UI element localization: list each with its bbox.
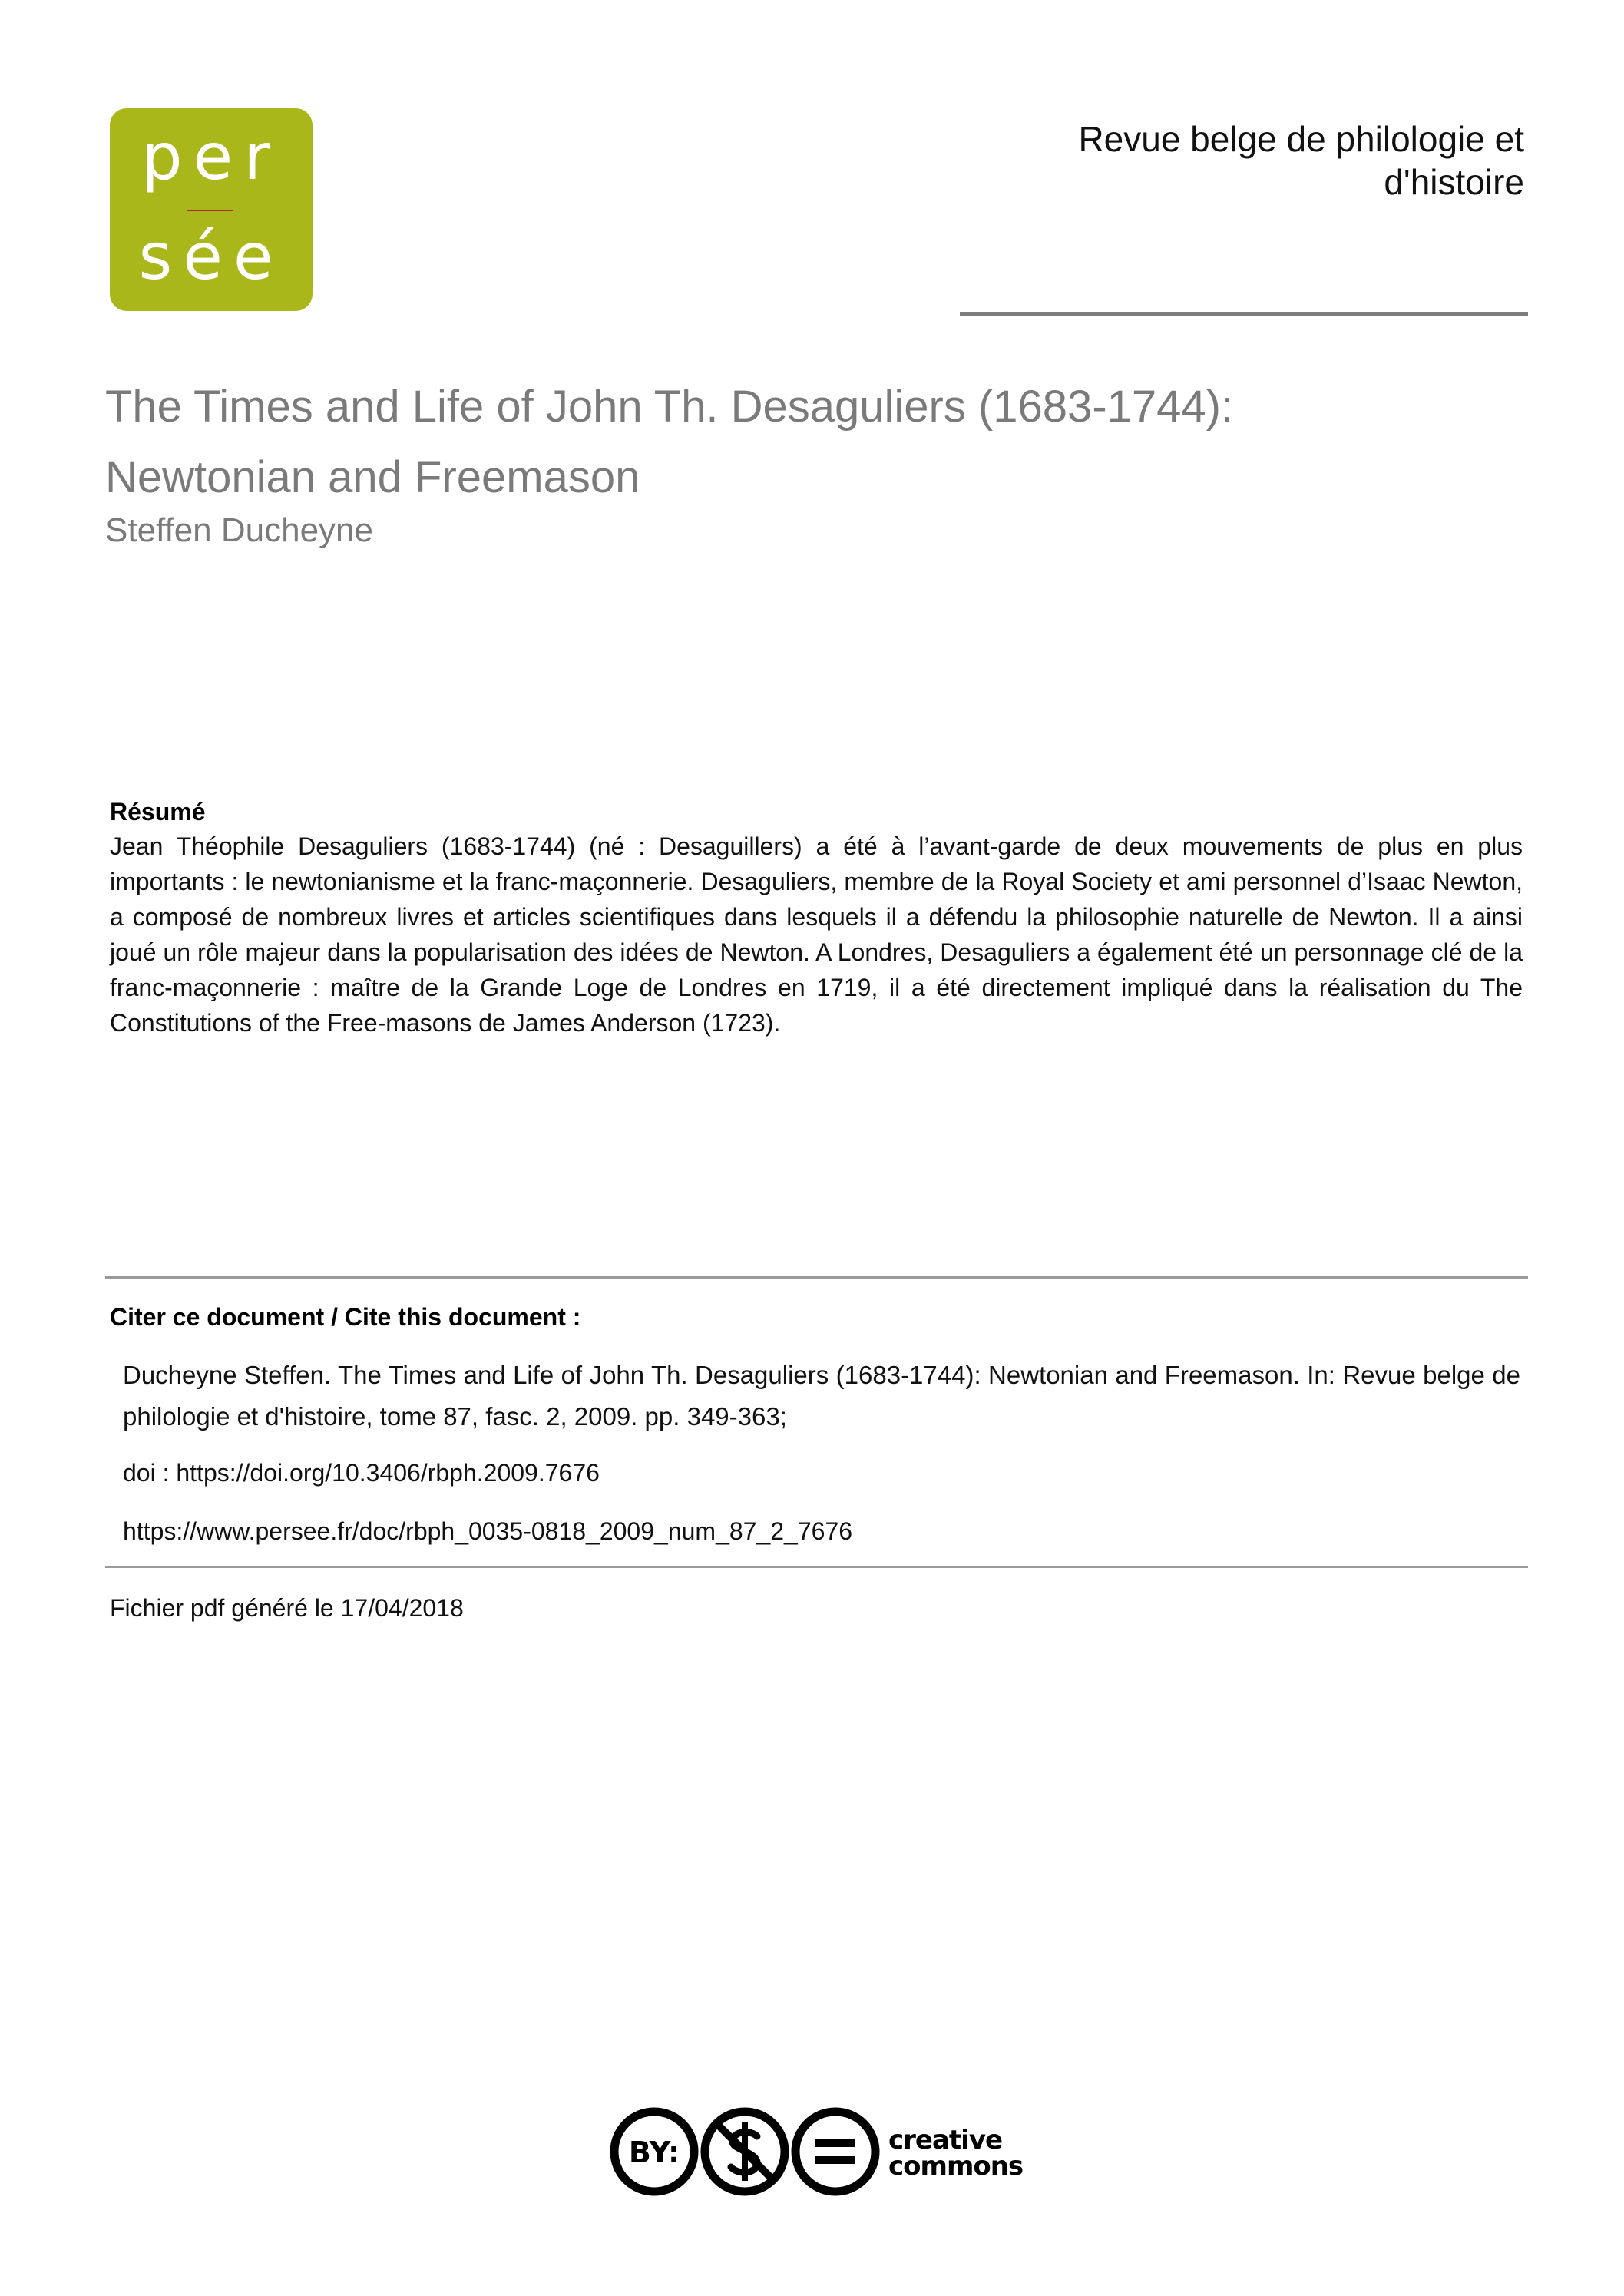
citation-bottom-divider (105, 1566, 1528, 1568)
generated-date: Fichier pdf généré le 17/04/2018 (110, 1594, 464, 1622)
by-attribution-icon (614, 2112, 694, 2192)
journal-title-line-2: d'histoire (1384, 162, 1524, 202)
noderivatives-icon (795, 2112, 875, 2192)
article-author: Steffen Ducheyne (105, 511, 373, 549)
logo-text-top: per (141, 119, 281, 194)
abstract-text: Jean Théophile Desaguliers (1683-1744) (né : Desaguillers) a été à l’avant-garde de deux mouvements de plus en plus importants : le newtonianisme et la franc-maçonnerie. Desaguliers, membre de la Royal Society et ami personnel d’Isaac Newton, a composé de nombreux livres et articles scientifiques dans lesquels il a défendu la philosophie naturelle de Newton. Il a ainsi joué un rôle majeur dans la popularisation des idées de Newton. A Londres, Desaguliers a également été un personnage clé de la franc-maçonnerie : maître de la Grande Loge de Londres en 1719, il a été directement impliqué dans la réalisation du The Constitutions of the Free-masons de James Anderson (1723). (110, 832, 1523, 1037)
journal-divider (960, 312, 1528, 316)
logo-text-bottom: sée (138, 219, 284, 294)
article-title-line-1: The Times and Life of John Th. Desaguliers (1683-1744): (105, 382, 1234, 432)
doi-link[interactable]: doi : https://doi.org/10.3406/rbph.2009.7676 (123, 1459, 600, 1487)
by-label: BY: (628, 2136, 680, 2169)
citation-top-divider (105, 1276, 1528, 1279)
cc-wordmark-commons: commons (888, 2151, 1023, 2182)
creative-commons-license-icon[interactable] (608, 2106, 1023, 2198)
article-title (105, 372, 1533, 513)
cc-wordmark-creative: creative (888, 2125, 1003, 2155)
citation-heading: Citer ce document / Cite this document : (110, 1303, 581, 1331)
article-title-line-2: Newtonian and Freemason (105, 452, 640, 502)
citation-text: Ducheyne Steffen. The Times and Life of John Th. Desaguliers (1683-1744): Newtonian and Freemason. In: Revue belge de philologie et d'histoire, tome 87, fasc. 2, 2009. pp. 349-363; (123, 1361, 1520, 1431)
persee-logo (110, 108, 313, 311)
journal-title (910, 117, 1524, 203)
abstract-heading: Résumé (110, 798, 206, 825)
persee-url-link[interactable]: https://www.persee.fr/doc/rbph_0035-0818_2009_num_87_2_7676 (123, 1517, 853, 1545)
noncommercial-icon (705, 2112, 785, 2192)
journal-title-line-1: Revue belge de philologie et (1078, 119, 1524, 159)
